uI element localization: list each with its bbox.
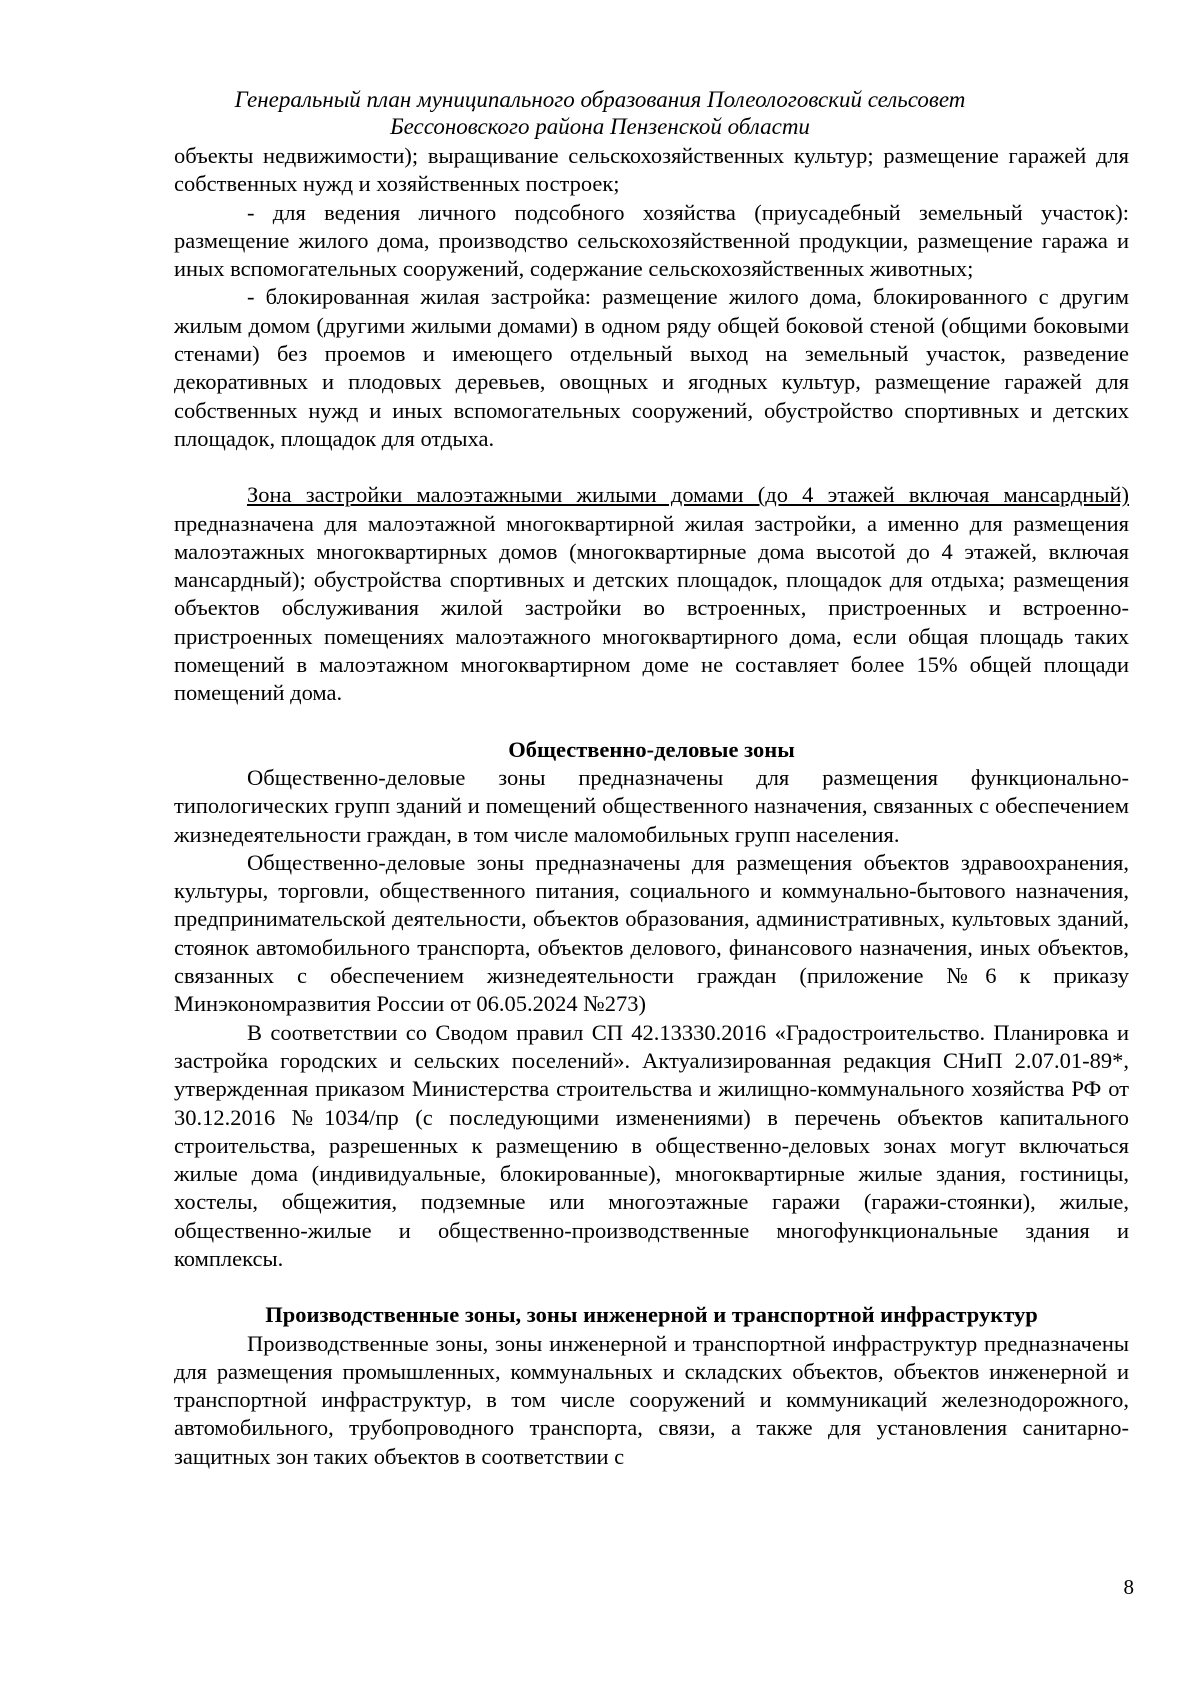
paragraph-industrial-zones: Производственные зоны, зоны инженерной и транспортной инфраструктур предназначены для размещения промышленных, коммунальных и складских объектов, объектов инженерной и транспортной инфраструктур, в том числе сооружений и коммуникаций железнодорожного, автомобильного, трубопроводного транспорта, связи, а также для установления санитарно-защитных зон таких объектов в соответствии с <box>174 1330 1129 1469</box>
paragraph-public-business-objects: Общественно-деловые зоны предназначены для размещения объектов здравоохранения, культуры, торговли, общественного питания, социального и коммунально-бытового назначения, предпринимательской деятельности, объектов образования, административных, культовых зданий, стоянок автомобильного транспорта, объектов делового, финансового назначения, иных объектов, связанных с обеспечением жизнедеятельности граждан (приложение №6 к приказу Минэкономразвития России от 06.05.2024 №273) <box>174 849 1129 1017</box>
running-header <box>0 86 1200 140</box>
paragraph-gap <box>174 708 1129 736</box>
header-line-2: Бессоновского района Пензенской области <box>390 114 810 139</box>
section-heading-public-business: Общественно-деловые зоны <box>508 736 795 762</box>
paragraph-gap <box>174 1273 1129 1301</box>
section-heading-industrial: Производственные зоны, зоны инженерной и транспортной инфраструктур <box>265 1302 1038 1328</box>
page-number: 8 <box>1123 1575 1134 1599</box>
paragraph-personal-farming: - для ведения личного подсобного хозяйства (приусадебный земельный участок): размещение жилого дома, производство сельскохозяйственной продукции, размещение гаража и иных вспомогательных сооружений, содержание сельскохозяйственных животных; <box>174 199 1129 282</box>
paragraph-gap <box>174 453 1129 481</box>
paragraph-public-business-purpose: Общественно-деловые зоны предназначены для размещения функционально-типологических групп зданий и помещений общественного назначения, связанных с обеспечением жизнедеятельности граждан, в том числе маломобильных групп населения. <box>174 764 1129 847</box>
paragraph-continuation: объекты недвижимости); выращивание сельскохозяйственных культур; размещение гаражей для собственных нужд и хозяйственных построек; <box>174 143 1129 197</box>
paragraph-low-rise-zone <box>174 481 1129 707</box>
paragraph-building-code: В соответствии со Сводом правил СП 42.13330.2016 «Градостроительство. Планировка и застройка городских и сельских поселений». Актуализированная редакция СНиП 2.07.01-89*, утвержденная приказом Министерства строительства и жилищно-коммунального хозяйства РФ от 30.12.2016 №1034/пр (с последующими изменениями) в перечень объектов капитального строительства, разрешенных к размещению в общественно-деловых зонах могут включаться жилые дома (индивидуальные, блокированные), многоквартирные жилые здания, гостиницы, хостелы, общежития, подземные или многоэтажные гаражи (гаражи-стоянки), жилые, общественно-жилые и общественно-производственные многофункциональные здания и комплексы. <box>174 1019 1129 1271</box>
header-line-1: Генеральный план муниципального образования Полеологовский сельсовет <box>234 87 966 112</box>
low-rise-zone-text: предназначена для малоэтажной многоквартирной жилая застройки, а именно для размещения малоэтажных многоквартирных домов (многоквартирные дома высотой до 4 этажей, включая мансардный); обустройства спортивных и детских площадок, площадок для отдыха; размещения объектов обслуживания жилой застройки во встроенных, пристроенных и встроенно-пристроенных помещениях малоэтажного многоквартирного дома, если общая площадь таких помещений в малоэтажном многоквартирном доме не составляет более 15% общей площади помещений дома. <box>174 510 1129 706</box>
low-rise-zone-title: Зона застройки малоэтажными жилыми домами (до 4 этажей включая мансардный) <box>247 482 1129 508</box>
document-body <box>174 142 1129 1471</box>
paragraph-blocked-housing: - блокированная жилая застройка: размещение жилого дома, блокированного с другим жилым домом (другими жилыми домами) в одном ряду общей боковой стеной (общими боковыми стенами) без проемов и имеющего отдельный выход на земельный участок, разведение декоративных и плодовых деревьев, овощных и ягодных культур, размещение гаражей для собственных нужд и иных вспомогательных сооружений, обустройство спортивных и детских площадок, площадок для отдыха. <box>174 284 1129 451</box>
